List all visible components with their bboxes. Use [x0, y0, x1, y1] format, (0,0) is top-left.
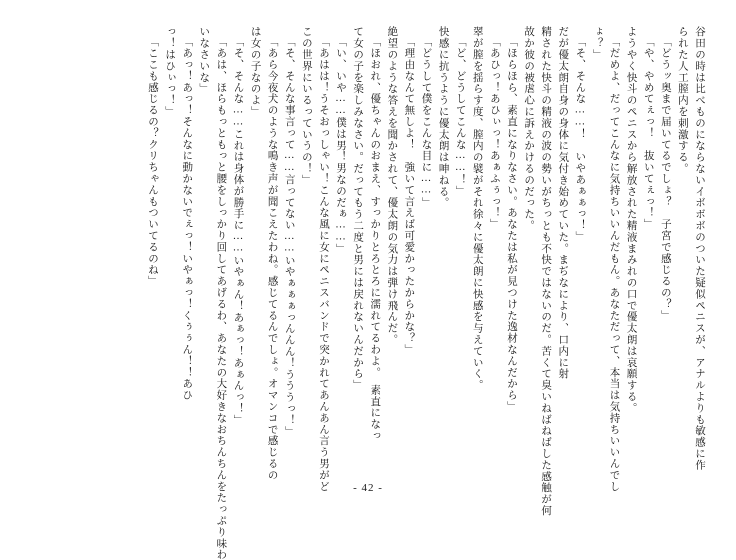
text-column: 「どうッ奥まで届いてるでしょ？ 子宮で感じるの？」 [659, 36, 671, 321]
text-column: 絶望のような答えを聞かされて、優太朗の気力は弾け飛んだ。 [386, 26, 398, 346]
text-column: 「あは、ほらもっともっと腰をしっかり回してあげるわ、あなたの大好きなおちんちんをたっぷり味わ [215, 36, 227, 560]
text-column: 「だめよ、だってこんなに気持ちいいんだもん。あなただって、本当は気持ちいいんでし [608, 36, 620, 492]
text-column: 「理由なんて無しよ！ 強いて言えば可愛かったからかな？」 [403, 36, 415, 356]
text-column: られた人工膣内を刺激する。 [676, 26, 688, 175]
text-column: 精された快斗の精液の波の勢いがちっとも不快ではないのだ。苦くて臭いねばねばした感触が何 [540, 26, 552, 517]
text-column: 谷田の時は比べものにならないイボボボのついた疑似ペニスが、アナルよりも敏感に作 [694, 26, 705, 471]
text-column: 「そ、そんな事言って……言ってない……いやぁぁぁっんんん！うううっ！」 [283, 36, 295, 437]
text-column: っ！はひぃっ！」 [164, 26, 176, 118]
text-column: は女の子なのよ」 [249, 26, 261, 118]
text-column: 快感に抗うように優太朗は呻ねる。 [437, 26, 449, 209]
text-column: 翠が膣を揺らす度、膣内の襞がそれ徐々に優太朗に快感を与えていく。 [471, 26, 483, 391]
text-column: 故か彼の被虐心に訴えかけるのだった。 [523, 26, 535, 232]
text-column: 「そ、そんな……これは身体が勝手に……いやぁん！あぁっ！あぁんっ！」 [232, 36, 244, 426]
text-column: 「い、いや……僕は男！男なのだぁ……」 [335, 36, 347, 255]
text-column: 「ほらほら、素直になりなさい。あなたは私が見つけた逸材なんだから」 [505, 36, 517, 413]
text-column: この世界にいるっていうの！」 [300, 26, 312, 186]
page-number: - 42 - [353, 482, 383, 494]
text-column: 「あら今夜犬のような鳴き声が聞こえたわね。感じてるんでしょ。オマンコで感じるの [266, 36, 278, 481]
text-column: 「そ、そんな……！ いやあぁぁっ！」 [574, 36, 586, 243]
text-column: て女の子を楽しみなさい。だってもう二度と男には戻れないんだから」 [352, 26, 364, 391]
text-column: いなさいな」 [198, 26, 210, 95]
text-column: ようやく快斗のペニスから解放された精液まみれの口で優太朗は哀願する。 [625, 26, 637, 414]
text-column: 「どうして僕をこんな目に……」 [420, 36, 432, 208]
text-column: 「あはは！うそおっしゃい！こんな風に女にペニスバンドで突かれてあんあん言う男がど [317, 36, 329, 492]
text-column: ょ？」 [591, 26, 603, 61]
text-column: 「ここも感じるの？クリちゃんもついてるのね」 [147, 36, 158, 287]
text-column: 「ど、どうしてこんな……！」 [454, 36, 466, 197]
text-column: 「あひっ！あひぃっ！あぁふぅっ！」 [488, 36, 500, 230]
text-column: 「ほおれ、優ちゃんのおまえ、すっかりとろとろに濡れてるわよ。 素直になっ [369, 36, 381, 442]
text-column: 「や、やめてぇっ！ 抜いてぇっ！」 [642, 36, 654, 230]
text-column: だが優太朗自身の身体に気付き始めていた。まぢなにより、口内に射 [557, 26, 569, 380]
text-column: 「あっ！あっ！そんなに動かないでぇっ！いやぁっ！くぅぅん！！あひ [181, 36, 193, 401]
